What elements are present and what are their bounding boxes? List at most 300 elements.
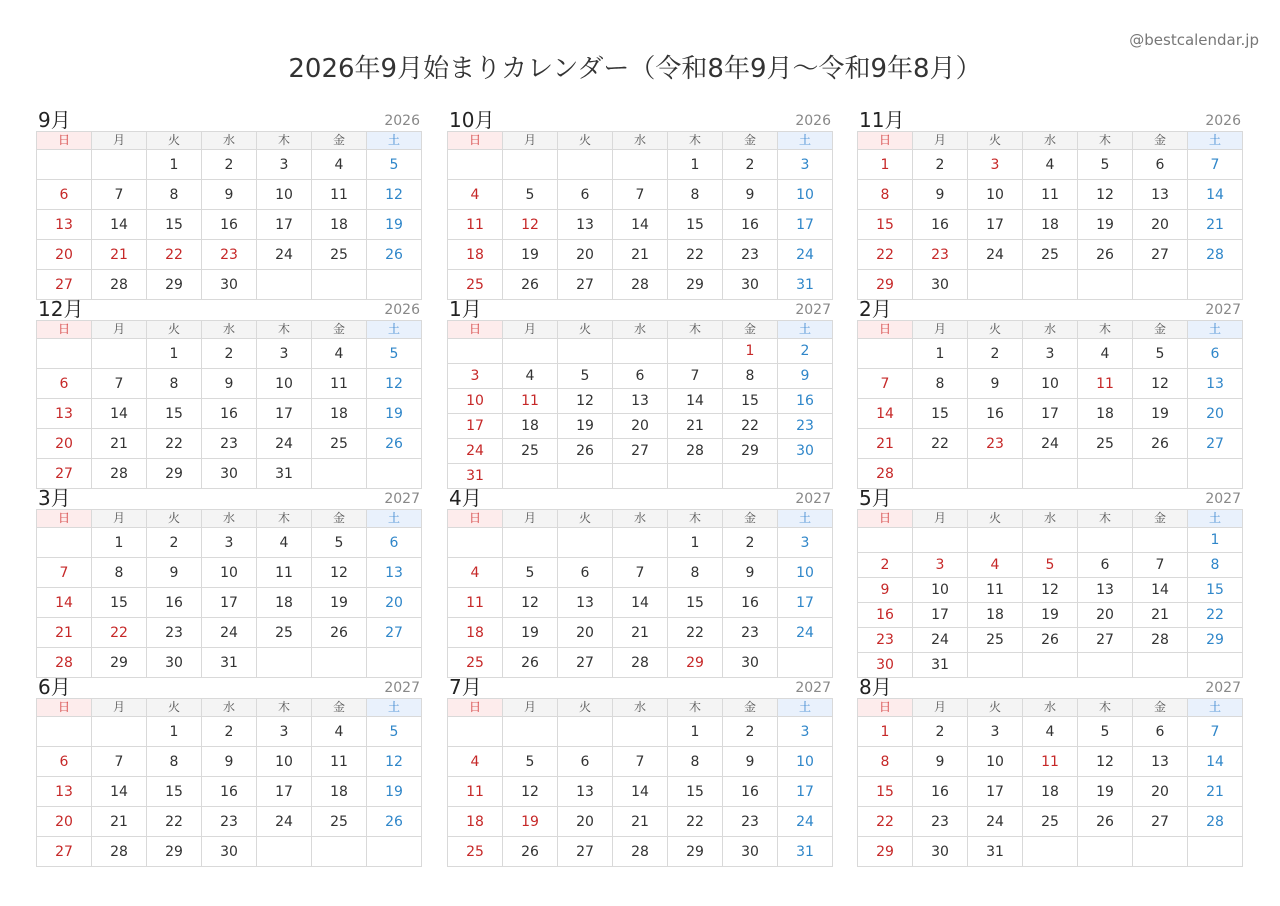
day-cell: 23 — [778, 414, 833, 439]
day-cell: 11 — [448, 777, 503, 807]
day-cell: 28 — [1133, 628, 1188, 653]
empty-day-cell — [37, 717, 92, 747]
empty-day-cell — [613, 339, 668, 364]
month-name: 6月 — [38, 675, 71, 699]
weekday-header: 土 — [1188, 699, 1243, 717]
day-cell: 4 — [312, 717, 367, 747]
weekday-header: 金 — [723, 510, 778, 528]
day-cell: 8 — [858, 747, 913, 777]
day-cell: 10 — [202, 558, 257, 588]
weekday-header: 日 — [448, 321, 503, 339]
empty-day-cell — [448, 150, 503, 180]
day-cell: 30 — [147, 648, 202, 678]
day-cell: 28 — [613, 837, 668, 867]
day-cell: 19 — [1078, 777, 1133, 807]
day-cell: 26 — [503, 270, 558, 300]
weekday-header: 月 — [92, 699, 147, 717]
weekday-header: 水 — [613, 699, 668, 717]
weekday-header: 木 — [1078, 510, 1133, 528]
weekday-header: 土 — [1188, 510, 1243, 528]
day-cell: 20 — [37, 429, 92, 459]
day-cell: 3 — [778, 150, 833, 180]
day-cell: 18 — [1023, 210, 1078, 240]
month-table — [857, 131, 1243, 300]
day-cell: 4 — [1023, 150, 1078, 180]
day-cell: 2 — [202, 150, 257, 180]
day-cell: 2 — [147, 528, 202, 558]
day-cell: 8 — [668, 558, 723, 588]
day-cell: 3 — [257, 717, 312, 747]
weekday-header: 土 — [1188, 321, 1243, 339]
day-cell: 27 — [37, 459, 92, 489]
day-cell: 3 — [257, 339, 312, 369]
day-cell: 14 — [668, 389, 723, 414]
day-cell: 8 — [858, 180, 913, 210]
week-row — [858, 369, 1243, 399]
empty-day-cell — [503, 150, 558, 180]
month-year: 2026 — [384, 113, 420, 129]
empty-day-cell — [1078, 837, 1133, 867]
weekday-header: 日 — [858, 132, 913, 150]
day-cell: 22 — [147, 429, 202, 459]
day-cell: 9 — [858, 578, 913, 603]
day-cell: 5 — [1078, 150, 1133, 180]
day-cell: 17 — [968, 210, 1023, 240]
weekday-header: 木 — [257, 321, 312, 339]
weekday-header: 日 — [448, 132, 503, 150]
day-cell: 27 — [1133, 807, 1188, 837]
week-row — [448, 439, 833, 464]
month-calendar — [447, 106, 833, 300]
weekday-header: 月 — [503, 510, 558, 528]
day-cell: 6 — [558, 180, 613, 210]
day-cell: 19 — [503, 618, 558, 648]
day-cell: 15 — [913, 399, 968, 429]
day-cell: 27 — [558, 648, 613, 678]
day-cell: 13 — [37, 210, 92, 240]
day-cell: 15 — [92, 588, 147, 618]
day-cell: 7 — [668, 364, 723, 389]
week-row — [37, 717, 422, 747]
day-cell: 7 — [37, 558, 92, 588]
empty-day-cell — [257, 837, 312, 867]
month-table — [36, 509, 422, 678]
month-header — [857, 295, 1243, 320]
day-cell: 26 — [503, 648, 558, 678]
day-cell: 24 — [778, 618, 833, 648]
weekday-header: 金 — [1133, 132, 1188, 150]
month-calendar — [857, 295, 1243, 489]
day-cell: 25 — [257, 618, 312, 648]
month-table — [447, 509, 833, 678]
week-row — [858, 628, 1243, 653]
day-cell: 12 — [503, 210, 558, 240]
day-cell: 2 — [723, 150, 778, 180]
day-cell: 28 — [613, 270, 668, 300]
month-calendar — [36, 673, 422, 867]
day-cell: 17 — [778, 777, 833, 807]
day-cell: 26 — [367, 240, 422, 270]
week-row — [37, 558, 422, 588]
weekday-header: 月 — [913, 321, 968, 339]
weekday-header: 水 — [1023, 321, 1078, 339]
week-row — [858, 528, 1243, 553]
week-row — [448, 364, 833, 389]
week-row — [37, 747, 422, 777]
day-cell: 7 — [613, 558, 668, 588]
day-cell: 17 — [778, 210, 833, 240]
weekday-header: 木 — [257, 510, 312, 528]
day-cell: 10 — [968, 747, 1023, 777]
day-cell: 15 — [668, 210, 723, 240]
week-row — [37, 618, 422, 648]
day-cell: 6 — [1188, 339, 1243, 369]
weekday-header: 日 — [448, 699, 503, 717]
day-cell: 8 — [92, 558, 147, 588]
weekday-header: 金 — [312, 699, 367, 717]
weekday-header: 日 — [858, 510, 913, 528]
day-cell: 21 — [613, 240, 668, 270]
day-cell: 13 — [613, 389, 668, 414]
week-row — [858, 150, 1243, 180]
weekday-header: 金 — [312, 510, 367, 528]
day-cell: 27 — [1133, 240, 1188, 270]
day-cell: 22 — [858, 807, 913, 837]
week-row — [448, 339, 833, 364]
weekday-header-row — [858, 321, 1243, 339]
day-cell: 2 — [913, 717, 968, 747]
day-cell: 26 — [1078, 240, 1133, 270]
day-cell: 7 — [613, 747, 668, 777]
day-cell: 25 — [448, 270, 503, 300]
day-cell: 22 — [913, 429, 968, 459]
day-cell: 24 — [968, 240, 1023, 270]
day-cell: 19 — [1078, 210, 1133, 240]
day-cell: 6 — [37, 180, 92, 210]
day-cell: 28 — [92, 837, 147, 867]
day-cell: 25 — [1078, 429, 1133, 459]
day-cell: 23 — [202, 240, 257, 270]
week-row — [448, 717, 833, 747]
empty-day-cell — [448, 717, 503, 747]
day-cell: 13 — [37, 399, 92, 429]
month-year: 2027 — [795, 680, 831, 696]
day-cell: 23 — [913, 807, 968, 837]
day-cell: 5 — [367, 150, 422, 180]
day-cell: 31 — [913, 653, 968, 678]
day-cell: 30 — [913, 270, 968, 300]
day-cell: 13 — [1133, 747, 1188, 777]
weekday-header: 火 — [147, 699, 202, 717]
day-cell: 17 — [778, 588, 833, 618]
day-cell: 28 — [1188, 240, 1243, 270]
month-calendar — [36, 106, 422, 300]
weekday-header: 水 — [613, 510, 668, 528]
day-cell: 14 — [613, 210, 668, 240]
day-cell: 19 — [367, 210, 422, 240]
day-cell: 4 — [968, 553, 1023, 578]
month-table — [36, 698, 422, 867]
day-cell: 4 — [448, 180, 503, 210]
day-cell: 23 — [913, 240, 968, 270]
day-cell: 23 — [858, 628, 913, 653]
empty-day-cell — [37, 339, 92, 369]
day-cell: 10 — [778, 180, 833, 210]
day-cell: 6 — [558, 558, 613, 588]
day-cell: 6 — [367, 528, 422, 558]
day-cell: 20 — [558, 618, 613, 648]
day-cell: 30 — [913, 837, 968, 867]
day-cell: 29 — [668, 837, 723, 867]
day-cell: 17 — [202, 588, 257, 618]
day-cell: 31 — [257, 459, 312, 489]
week-row — [448, 777, 833, 807]
day-cell: 25 — [968, 628, 1023, 653]
day-cell: 25 — [312, 807, 367, 837]
day-cell: 27 — [558, 837, 613, 867]
day-cell: 14 — [92, 210, 147, 240]
day-cell: 26 — [1133, 429, 1188, 459]
month-table — [857, 320, 1243, 489]
day-cell: 1 — [913, 339, 968, 369]
day-cell: 30 — [723, 270, 778, 300]
weekday-header: 水 — [202, 699, 257, 717]
day-cell: 6 — [1078, 553, 1133, 578]
day-cell: 10 — [257, 747, 312, 777]
day-cell: 30 — [778, 439, 833, 464]
month-year: 2026 — [384, 302, 420, 318]
day-cell: 27 — [37, 837, 92, 867]
day-cell: 27 — [1078, 628, 1133, 653]
day-cell: 2 — [778, 339, 833, 364]
day-cell: 24 — [202, 618, 257, 648]
day-cell: 21 — [92, 807, 147, 837]
day-cell: 12 — [367, 747, 422, 777]
day-cell: 21 — [92, 240, 147, 270]
weekday-header: 木 — [668, 321, 723, 339]
day-cell: 10 — [1023, 369, 1078, 399]
weekday-header: 水 — [202, 321, 257, 339]
day-cell: 13 — [558, 588, 613, 618]
day-cell: 23 — [202, 429, 257, 459]
week-row — [858, 429, 1243, 459]
weekday-header: 月 — [92, 510, 147, 528]
weekday-header: 火 — [968, 321, 1023, 339]
day-cell: 12 — [503, 588, 558, 618]
month-year: 2027 — [384, 491, 420, 507]
day-cell: 2 — [202, 717, 257, 747]
week-row — [37, 777, 422, 807]
day-cell: 10 — [448, 389, 503, 414]
day-cell: 17 — [257, 210, 312, 240]
weekday-header: 火 — [558, 321, 613, 339]
day-cell: 18 — [448, 807, 503, 837]
day-cell: 10 — [778, 558, 833, 588]
day-cell: 14 — [613, 588, 668, 618]
day-cell: 16 — [778, 389, 833, 414]
week-row — [858, 777, 1243, 807]
day-cell: 27 — [367, 618, 422, 648]
day-cell: 8 — [723, 364, 778, 389]
day-cell: 11 — [312, 369, 367, 399]
day-cell: 5 — [503, 558, 558, 588]
weekday-header-row — [37, 321, 422, 339]
empty-day-cell — [668, 339, 723, 364]
week-row — [858, 747, 1243, 777]
month-table — [36, 131, 422, 300]
day-cell: 4 — [257, 528, 312, 558]
month-year: 2026 — [1205, 113, 1241, 129]
empty-day-cell — [1133, 837, 1188, 867]
day-cell: 19 — [367, 777, 422, 807]
day-cell: 13 — [367, 558, 422, 588]
weekday-header: 金 — [312, 132, 367, 150]
day-cell: 3 — [1023, 339, 1078, 369]
day-cell: 1 — [92, 528, 147, 558]
day-cell: 5 — [1023, 553, 1078, 578]
day-cell: 12 — [367, 369, 422, 399]
week-row — [448, 210, 833, 240]
day-cell: 18 — [1078, 399, 1133, 429]
weekday-header: 日 — [37, 321, 92, 339]
day-cell: 19 — [312, 588, 367, 618]
day-cell: 11 — [312, 747, 367, 777]
day-cell: 15 — [1188, 578, 1243, 603]
week-row — [858, 180, 1243, 210]
weekday-header: 木 — [668, 132, 723, 150]
weekday-header: 木 — [1078, 132, 1133, 150]
empty-day-cell — [37, 528, 92, 558]
day-cell: 18 — [312, 777, 367, 807]
day-cell: 14 — [1133, 578, 1188, 603]
day-cell: 11 — [1023, 180, 1078, 210]
day-cell: 16 — [913, 210, 968, 240]
week-row — [858, 399, 1243, 429]
day-cell: 1 — [723, 339, 778, 364]
day-cell: 29 — [147, 837, 202, 867]
day-cell: 16 — [723, 777, 778, 807]
weekday-header-row — [858, 699, 1243, 717]
empty-day-cell — [613, 528, 668, 558]
empty-day-cell — [92, 339, 147, 369]
day-cell: 2 — [202, 339, 257, 369]
week-row — [448, 528, 833, 558]
day-cell: 28 — [1188, 807, 1243, 837]
day-cell: 20 — [1188, 399, 1243, 429]
day-cell: 3 — [968, 717, 1023, 747]
day-cell: 16 — [202, 777, 257, 807]
day-cell: 30 — [723, 648, 778, 678]
day-cell: 18 — [448, 240, 503, 270]
day-cell: 11 — [448, 210, 503, 240]
day-cell: 1 — [858, 150, 913, 180]
week-row — [448, 807, 833, 837]
day-cell: 3 — [778, 717, 833, 747]
day-cell: 26 — [558, 439, 613, 464]
month-calendar — [447, 484, 833, 678]
day-cell: 4 — [1023, 717, 1078, 747]
day-cell: 11 — [503, 389, 558, 414]
day-cell: 12 — [1023, 578, 1078, 603]
day-cell: 16 — [723, 210, 778, 240]
month-calendar — [36, 484, 422, 678]
week-row — [858, 240, 1243, 270]
day-cell: 2 — [968, 339, 1023, 369]
empty-day-cell — [1188, 837, 1243, 867]
day-cell: 16 — [723, 588, 778, 618]
month-table — [857, 698, 1243, 867]
day-cell: 7 — [858, 369, 913, 399]
weekday-header: 月 — [92, 132, 147, 150]
day-cell: 18 — [503, 414, 558, 439]
day-cell: 12 — [367, 180, 422, 210]
day-cell: 21 — [37, 618, 92, 648]
day-cell: 9 — [723, 747, 778, 777]
day-cell: 5 — [503, 747, 558, 777]
day-cell: 24 — [1023, 429, 1078, 459]
weekday-header: 月 — [503, 699, 558, 717]
day-cell: 1 — [668, 528, 723, 558]
day-cell: 19 — [558, 414, 613, 439]
week-row — [448, 747, 833, 777]
day-cell: 9 — [968, 369, 1023, 399]
day-cell: 12 — [1133, 369, 1188, 399]
day-cell: 11 — [448, 588, 503, 618]
day-cell: 31 — [778, 837, 833, 867]
empty-day-cell — [92, 150, 147, 180]
month-name: 10月 — [449, 108, 495, 132]
week-row — [37, 399, 422, 429]
day-cell: 25 — [448, 648, 503, 678]
day-cell: 9 — [913, 747, 968, 777]
day-cell: 2 — [723, 717, 778, 747]
day-cell: 4 — [448, 558, 503, 588]
weekday-header: 木 — [257, 699, 312, 717]
day-cell: 9 — [723, 180, 778, 210]
day-cell: 14 — [1188, 747, 1243, 777]
day-cell: 10 — [257, 180, 312, 210]
day-cell: 29 — [723, 439, 778, 464]
empty-day-cell — [92, 717, 147, 747]
day-cell: 19 — [1133, 399, 1188, 429]
day-cell: 6 — [613, 364, 668, 389]
day-cell: 10 — [778, 747, 833, 777]
day-cell: 18 — [312, 399, 367, 429]
day-cell: 28 — [858, 459, 913, 489]
weekday-header: 水 — [202, 510, 257, 528]
weekday-header: 火 — [968, 699, 1023, 717]
site-credit: @bestcalendar.jp — [1129, 31, 1259, 49]
day-cell: 11 — [968, 578, 1023, 603]
day-cell: 17 — [257, 399, 312, 429]
day-cell: 18 — [1023, 777, 1078, 807]
day-cell: 27 — [613, 439, 668, 464]
weekday-header: 日 — [37, 132, 92, 150]
day-cell: 19 — [1023, 603, 1078, 628]
day-cell: 18 — [448, 618, 503, 648]
month-year: 2027 — [795, 491, 831, 507]
weekday-header: 土 — [1188, 132, 1243, 150]
weekday-header-row — [448, 321, 833, 339]
day-cell: 16 — [858, 603, 913, 628]
day-cell: 7 — [1188, 150, 1243, 180]
day-cell: 7 — [92, 369, 147, 399]
day-cell: 19 — [367, 399, 422, 429]
day-cell: 14 — [613, 777, 668, 807]
day-cell: 19 — [503, 807, 558, 837]
day-cell: 6 — [37, 369, 92, 399]
month-name: 12月 — [38, 297, 84, 321]
